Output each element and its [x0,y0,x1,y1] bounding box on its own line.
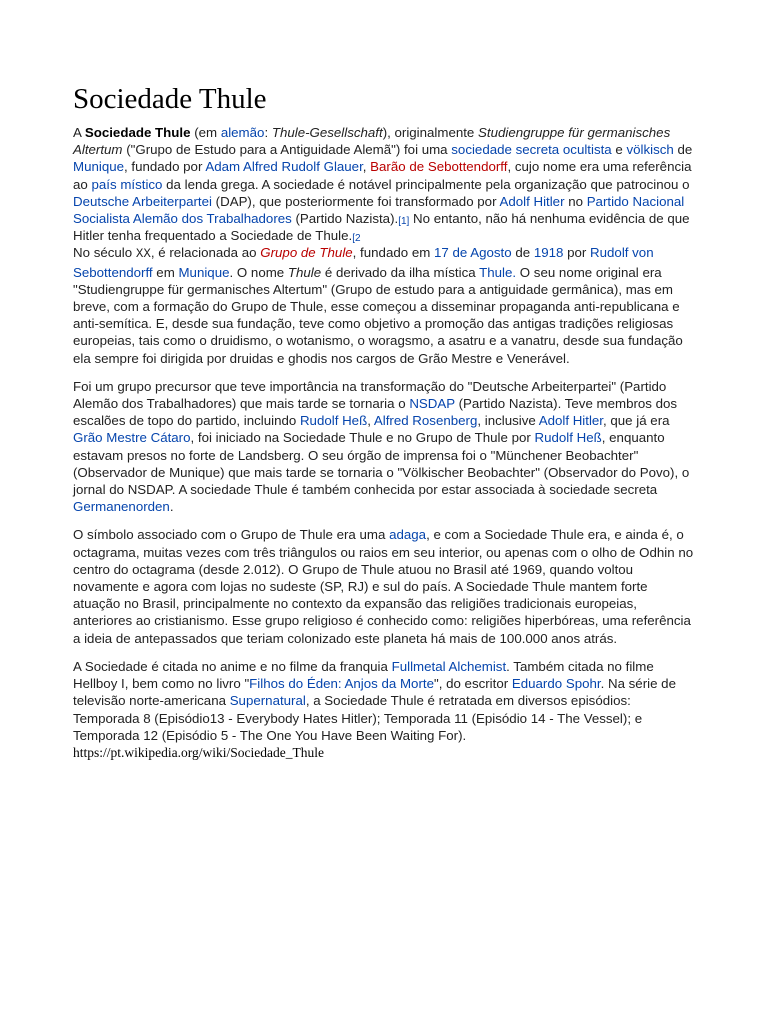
link-deutsche-arbeiterpartei[interactable]: Deutsche Arbeiterpartei [73,193,212,209]
text: A Sociedade é citada no anime e no filme da franquia [73,658,392,674]
link-adolf-hitler[interactable]: Adolf Hitler [538,413,603,429]
text: , e com a Sociedade Thule era, e ainda é, o octagrama, muitas vezes com três triângulos ou raios em seu interior, ou apenas com o olho de Odhin no centro do octagrama (desde 2.012). O Grupo de Thule atuou no Brasil até 1969, quando voltou novamente e agora com lojas no sudeste (SP, RJ) e sul do país. A Sociedade Thule mantem forte atuação no Brasil, principalmente no contexto da expansão das religiões tradicionais europeias, anteriores ao cristianismo. Esse grupo religioso é conhecido como: religiões hiperbóreas, uma referência a ideia de antepassados que teriam colonizado este planeta há mais de 100.000 anos atrás. [73,527,694,646]
reference-1[interactable]: [1] [398,216,410,228]
link-1918[interactable]: 1918 [533,245,564,261]
text: ("Grupo de Estudo para a Antiguidade Alemã") foi uma [122,142,452,158]
text: ), originalmente [382,125,479,140]
link-rudolf-hess[interactable]: Rudolf Heß [534,430,602,446]
link-nsdap[interactable]: NSDAP [409,396,455,412]
link-grao-mestre-cataro[interactable]: Grão Mestre Cátaro [73,430,191,446]
link-filhos-do-eden[interactable]: Filhos do Éden: Anjos da Morte [249,676,434,692]
text: : [264,125,272,140]
link-glauer[interactable]: Adam Alfred Rudolf Glauer [205,159,363,175]
text: No entanto, não há nenhuma evidência de que Hitler tenha frequentado a Sociedade de Thule. [73,211,690,244]
text: . Também citada no filme Hellboy I, bem como no livro " [73,658,654,692]
link-supernatural[interactable]: Supernatural [229,693,306,709]
text: , foi iniciado na Sociedade Thule e no Grupo de Thule por [190,430,535,446]
text: em [152,264,179,280]
text: Foi um grupo precursor que teve importância na transformação do "Deutsche Arbeiterpartei" (Partido Alemão dos Trabalhadores) que mais tarde se tornaria o [73,378,667,412]
text: . O nome [229,264,288,280]
source-url: https://pt.wikipedia.org/wiki/Sociedade_Thule [73,744,324,760]
link-fullmetal-alchemist[interactable]: Fullmetal Alchemist [391,658,507,674]
paragraph-members [73,378,697,516]
text: da lenda grega. A sociedade é notável principalmente pela organização que patrocinou o [162,176,690,192]
link-rudolf-von-sebottendorff[interactable]: Rudolf von Sebottendorff [73,245,654,280]
text: , fundado por [124,159,206,175]
paragraph-history [73,244,697,366]
text: , é relacionada ao [150,245,261,261]
link-partido-nacional[interactable]: Partido Nacional Socialista Alemão dos Trabalhadores [73,193,685,227]
link-17-de-agosto[interactable]: 17 de Agosto [434,245,512,261]
link-alemao[interactable]: alemão [220,125,265,140]
link-adolf-hitler[interactable]: Adolf Hitler [499,193,565,209]
reference-2[interactable]: [2 [352,233,361,245]
text: , cujo nome era uma referência ao [73,159,692,192]
text: A [73,125,85,140]
link-germanenorden[interactable]: Germanenorden [73,499,170,515]
link-alfred-rosenberg[interactable]: Alfred Rosenberg [373,413,478,429]
link-rudolf-hess[interactable]: Rudolf Heß [299,413,368,429]
link-sociedade-secreta[interactable]: sociedade secreta [451,142,560,158]
link-barao-sebottendorff[interactable]: Barão de Sebottendorff [370,159,508,175]
link-grupo-de-thule[interactable]: Grupo de Thule [260,245,353,261]
text: , a Sociedade Thule é retratada em diversos episódios: Temporada 8 (Episódio13 - Everybody Hates Hitler); Temporada 11 (Episódio 14 - The Vessel); e Temporada 12 (Episódio 5 - The One You Have Been Waiting For). [73,693,643,743]
text: . Na série de televisão norte-americana [73,676,676,709]
link-eduardo-spohr[interactable]: Eduardo Spohr [511,676,601,692]
century-text: XX [135,247,151,262]
article [73,82,697,761]
text: , [367,413,374,429]
text: O símbolo associado com o Grupo de Thule era uma [73,527,390,543]
text: por [563,245,591,261]
text: (DAP), que posteriormente foi transformado por [211,193,500,209]
link-pais-mistico[interactable]: país místico [91,176,163,192]
bold-term: Sociedade Thule [84,125,191,140]
text: , fundado em [352,245,434,261]
italic-term: Thule [287,264,322,280]
text: (Partido Nazista). Teve membros dos escalões de topo do partido, incluindo [73,396,678,429]
link-ocultista[interactable]: ocultista [562,142,612,158]
italic-term: Studiengruppe für germanisches Altertum [73,125,671,158]
text: de [673,142,693,158]
link-munique[interactable]: Munique [73,159,125,175]
text: , que já era [603,413,670,429]
link-munique[interactable]: Munique [178,264,230,280]
link-volkisch[interactable]: völkisch [626,142,674,158]
text: O seu nome original era "Studiengruppe für germanisches Altertum" (Grupo de estudo para a antiguidade germânica), mas em breve, com a formação do Grupo de Thule, esse começou a disseminar propaganda anti-republicana e anti-semítica. E, desde sua fundação, teve como objetivo a promoção das antigas tradições religiosas europeias, tais como o druidismo, o wotanismo, o woragsmo, a asatru e a vanatru, desde sua fundação ela sempre foi dirigida por druidas e ghodis nos cargos de Grão Mestre e Venerável. [73,264,683,366]
text: de [511,245,534,261]
text: (Partido Nazista). [291,211,399,227]
text: é derivado da ilha mística [321,264,480,280]
text: . [169,499,174,515]
text: ", do escritor [433,676,512,692]
paragraph-symbol [73,526,697,646]
text: , [362,159,371,175]
text: No século [73,245,136,261]
italic-term: Thule-Gesellschaft [271,125,383,140]
text: no [564,193,587,209]
paragraph-intro [73,124,697,244]
paragraph-media [73,658,697,744]
page-title: Sociedade Thule [73,83,267,115]
text: e [611,142,627,158]
text: , inclusive [477,413,539,429]
text: (em [190,125,221,140]
link-thule[interactable]: Thule. [479,264,517,280]
text: , enquanto estavam presos no forte de Landsberg. O seu órgão de imprensa foi o "Münchener Beobachter" (Observador de Munique) que mais tarde se tornaria o "Völkischer Beobachter" (Observador do Povo), o jornal do NSDAP. A sociedade Thule é também conhecida por estar associada à sociedade secreta [73,430,690,498]
link-adaga[interactable]: adaga [389,527,427,543]
